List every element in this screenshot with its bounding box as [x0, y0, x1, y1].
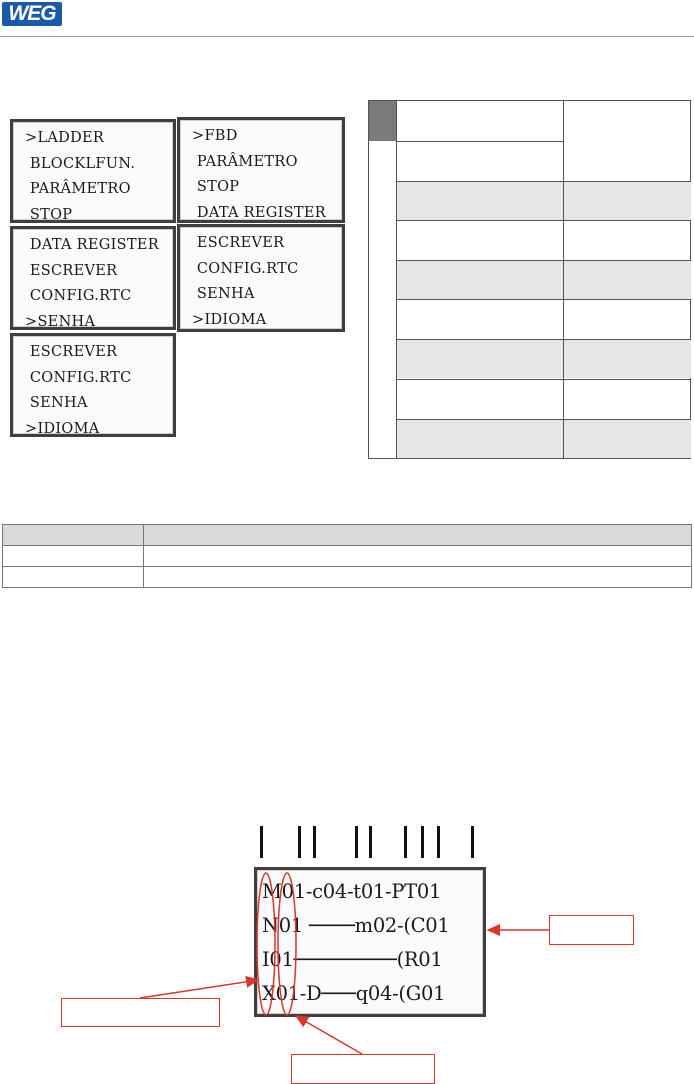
- menu-line: DATA REGISTER: [192, 204, 326, 221]
- menu-line: >FBD: [192, 128, 238, 144]
- arrow-left: [140, 980, 258, 998]
- menu-line: >IDIOMA: [25, 420, 100, 437]
- ladder-row: X01-D───q04-(G01: [262, 982, 446, 1005]
- menu-line: >SENHA: [25, 313, 96, 330]
- ladder-row: M01-c04-t01-PT01: [262, 880, 442, 903]
- menu-line: SENHA: [25, 395, 88, 411]
- menu-line: ESCREVER: [25, 344, 118, 360]
- menu-line: SENHA: [192, 286, 255, 302]
- ladder-row: I01─────────(R01: [262, 948, 443, 971]
- menu-line: PARÂMETRO: [25, 181, 131, 197]
- menu-line: ESCREVER: [192, 235, 285, 251]
- menu-line: STOP: [192, 179, 240, 195]
- menu-line: DATA REGISTER: [25, 237, 159, 253]
- highlight-ellipse-first-column: [257, 873, 275, 1015]
- weg-logo: WEG: [2, 2, 62, 26]
- menu-line: >IDIOMA: [192, 311, 267, 328]
- highlight-ellipse-second-column: [278, 873, 296, 1015]
- menu-line: CONFIG.RTC: [25, 288, 132, 304]
- ladder-row: N01 ────m02-(C01: [262, 914, 450, 937]
- menu-line: CONFIG.RTC: [192, 260, 299, 277]
- menu-line: STOP: [25, 206, 73, 223]
- menu-line: >LADDER: [25, 130, 105, 146]
- menu-line: PARÂMETRO: [192, 153, 298, 170]
- menu-line: CONFIG.RTC: [25, 369, 132, 386]
- menu-line: BLOCKLFUN.: [25, 155, 136, 172]
- menu-line: ESCREVER: [25, 262, 118, 279]
- arrow-bottom: [296, 1016, 362, 1054]
